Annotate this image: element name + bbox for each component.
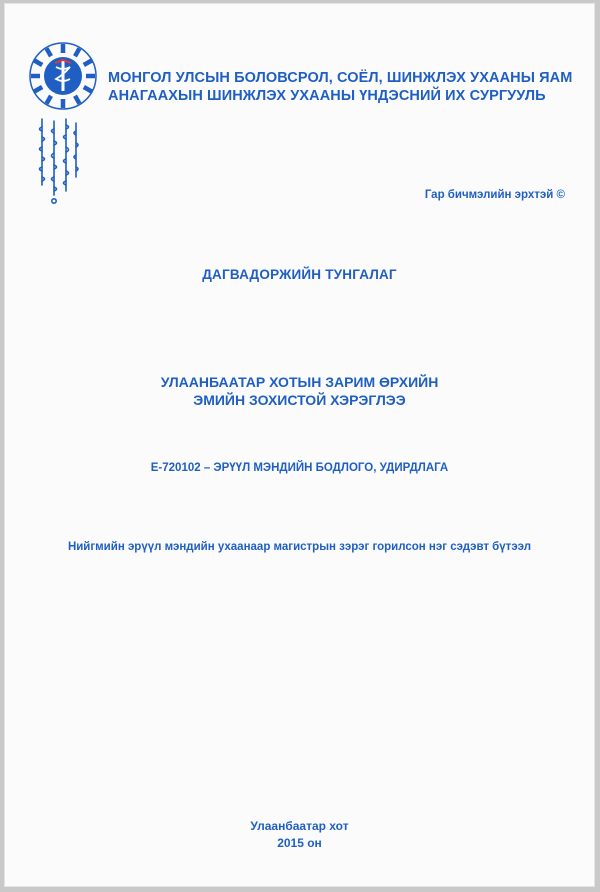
title-page: [4, 3, 595, 887]
thesis-title-line-2: ЭМИЙН ЗОХИСТОЙ ХЭРЭГЛЭЭ: [193, 392, 406, 408]
degree-statement: Нийгмийн эрүүл мэндийн ухаанаар магистрын зэрэг горилсон нэг сэдэвт бүтээл: [67, 541, 532, 553]
author-name: ДАГВАДОРЖИЙН ТУНГАЛАГ: [202, 267, 397, 282]
university-emblem-icon: [28, 41, 98, 111]
ministry-name: МОНГОЛ УЛСЫН БОЛОВСРОЛ, СОЁЛ, ШИНЖЛЭХ УХААНЫ ЯАМ: [108, 70, 573, 86]
place-and-year: [4, 818, 595, 852]
thesis-title: [4, 373, 595, 409]
copyright-notice: Гар бичмэлийн эрхтэй ©: [424, 189, 565, 201]
mongolian-script-emblem: [34, 115, 84, 207]
institution-heading: [108, 69, 578, 105]
specialty-code: Е-720102 – ЭРҮҮЛ МЭНДИЙН БОДЛОГО, УДИРДЛАГА: [150, 462, 449, 474]
year: 2015 он: [277, 836, 322, 850]
university-name: АНАГААХЫН ШИНЖЛЭХ УХААНЫ ҮНДЭСНИЙ ИХ СУРГУУЛЬ: [108, 88, 546, 104]
city: Улаанбаатар хот: [250, 819, 349, 833]
thesis-title-line-1: УЛААНБААТАР ХОТЫН ЗАРИМ ӨРХИЙН: [160, 374, 439, 390]
